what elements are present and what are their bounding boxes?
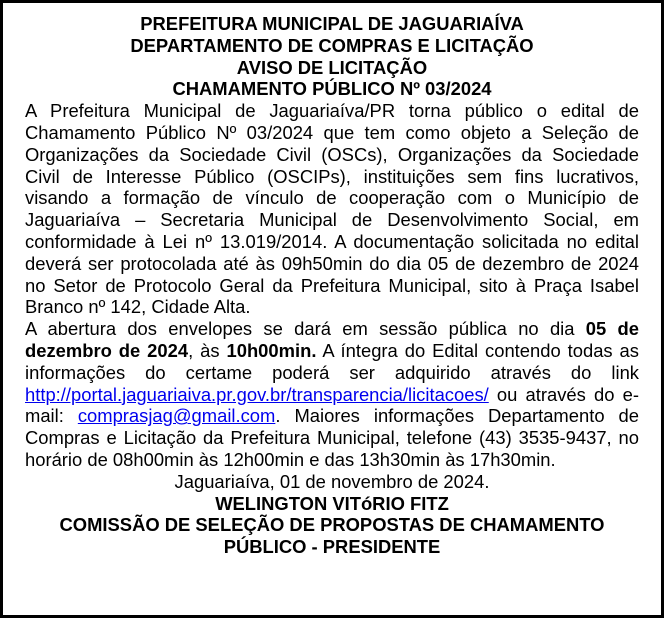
opening-date: 05 de dezembro de 2024	[25, 318, 639, 361]
opening-text-1: A abertura dos envelopes se dará em sessão pública no dia	[25, 318, 586, 340]
opening-text-3: A íntegra do Edital contendo todas as informações do certame poderá ser adquirido através do link	[25, 339, 639, 383]
signatory-name: WELINGTON VITóRIO FITZ	[215, 492, 449, 514]
portal-link[interactable]: http://portal.jaguariaiva.pr.gov.br/transparencia/licitacoes/	[25, 383, 489, 405]
opening-text-4: ou através do e-mail:	[25, 383, 639, 427]
paragraph-object: A Prefeitura Municipal de Jaguariaíva/PR torna público o edital de Chamamento Público Nº 03/2024 que tem como objeto a Seleção de Organizações da Sociedade Civil (OSCs), Organizações da Sociedade Civil de Interesse Público (OSCIPs), instituições sem fins lucrativos, visando a formação de vínculo de cooperação com o Município de Jaguariaíva – Secretaria Municipal de Desenvolvimento Social, em conformidade à Lei nº 13.019/2014. A documentação solicitada no edital deverá ser protocolada até às 09h50min do dia 05 de dezembro de 2024 no Setor de Protocolo Geral da Prefeitura Municipal, sito à Praça Isabel Branco nº 142, Cidade Alta.	[25, 100, 639, 318]
header-municipality: PREFEITURA MUNICIPAL DE JAGUARIAÍVA	[140, 13, 524, 34]
paragraph-opening	[25, 318, 639, 471]
opening-text-5: . Maiores informações Departamento de Compras e Licitação da Prefeitura Municipal, telefone (43) 3535-9437, no horário de 08h00min às 12h00min e das 13h30min às 17h30min.	[25, 405, 639, 470]
place-date: Jaguariaíva, 01 de novembro de 2024.	[174, 470, 490, 492]
header-call-number: CHAMAMENTO PÚBLICO Nº 03/2024	[172, 78, 492, 100]
header-department: DEPARTAMENTO DE COMPRAS E LICITAÇÃO	[130, 34, 534, 56]
email-link[interactable]: comprasjag@gmail.com	[77, 405, 276, 427]
opening-time: 10h00min.	[226, 339, 317, 361]
opening-text-2: , às	[188, 339, 227, 361]
header-notice-type: AVISO DE LICITAÇÃO	[236, 56, 428, 78]
signatory-role: COMISSÃO DE SELEÇÃO DE PROPOSTAS DE CHAMAMENTO PÚBLICO - PRESIDENTE	[59, 514, 605, 558]
